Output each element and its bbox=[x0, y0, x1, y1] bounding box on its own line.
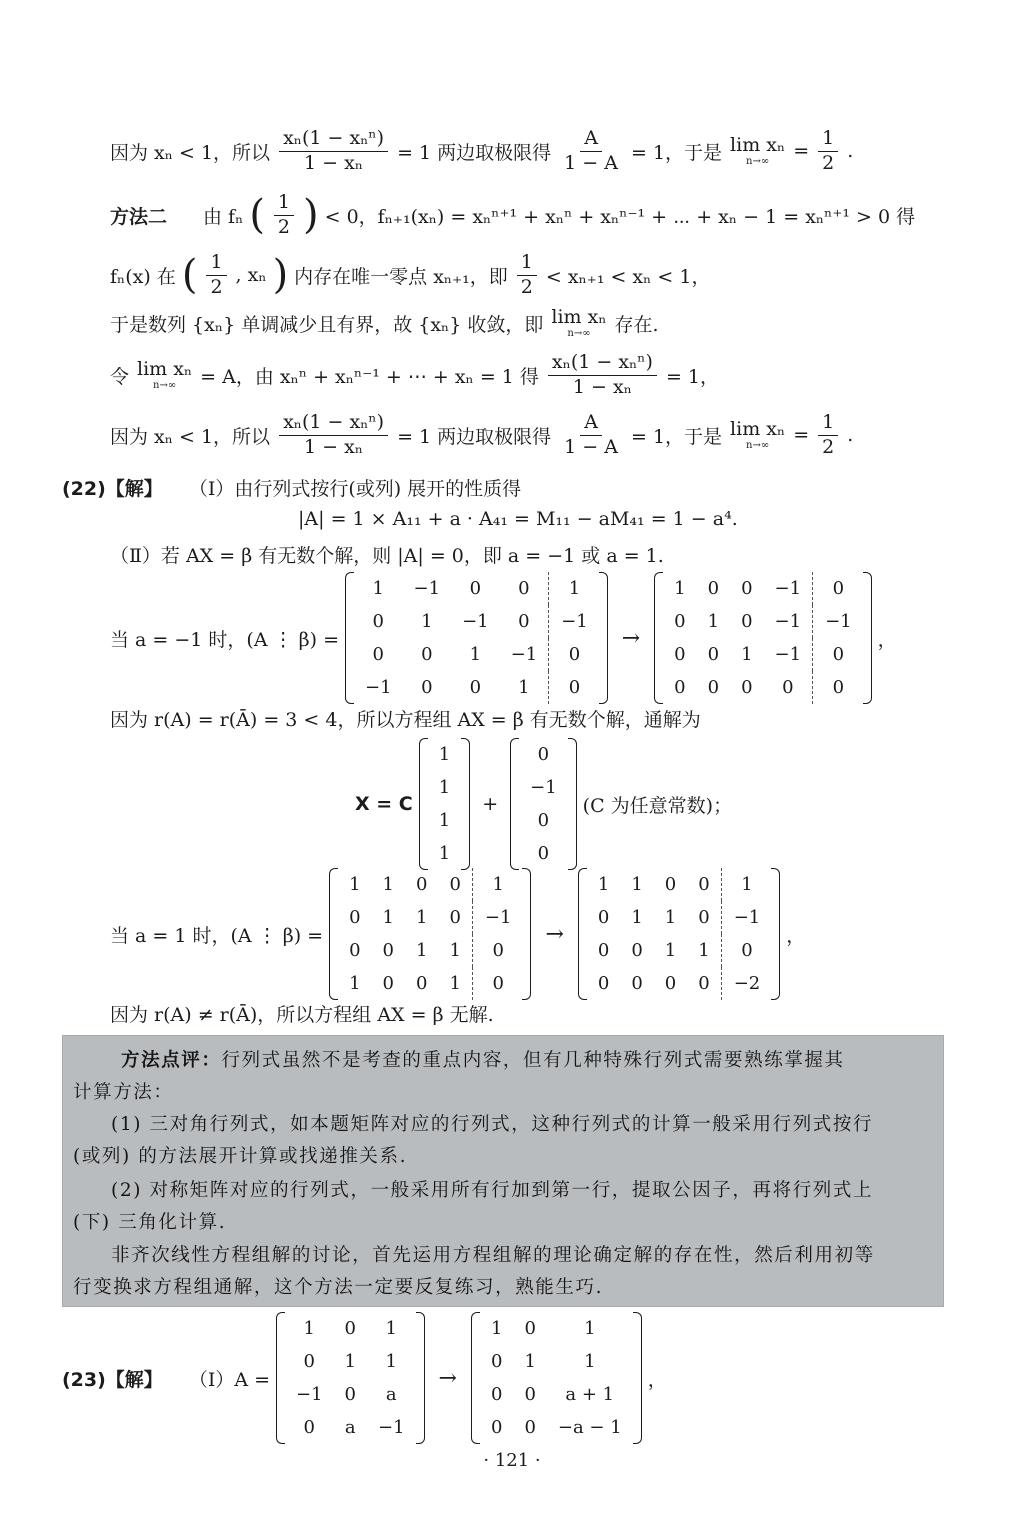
q23-label: (23)【解】 bbox=[62, 1368, 163, 1391]
matrix-cell: 1 bbox=[490, 1318, 503, 1339]
matrix-row bbox=[663, 605, 862, 638]
text: 于是数列 {xₙ} 单调减少且有界，故 {xₙ} 收敛，即 bbox=[110, 314, 544, 336]
matrix-cell: 0 bbox=[813, 638, 863, 671]
text: = bbox=[793, 140, 810, 163]
matrix-cell: 0 bbox=[421, 644, 433, 665]
matrix-row bbox=[587, 901, 771, 934]
case2-label: 当 a = 1 时，(A ⋮ β) = bbox=[110, 924, 324, 947]
matrix-cell: 0 bbox=[472, 934, 522, 967]
matrix-cell: 0 bbox=[549, 671, 599, 704]
matrix-cell: 1 bbox=[438, 810, 451, 831]
solution-label: X = C bbox=[355, 793, 413, 815]
matrix-cell: a bbox=[385, 1384, 397, 1405]
matrix-cell: −1 bbox=[378, 1417, 405, 1438]
comment-p4: 非齐次线性方程组解的讨论，首先运用方程组解的理论确定解的存在性，然后利用初等 bbox=[111, 1245, 875, 1266]
matrix-row bbox=[587, 934, 771, 967]
vector-1 bbox=[419, 738, 470, 870]
matrix-cell: 0 bbox=[469, 578, 482, 599]
limit: lim xₙ n→∞ bbox=[730, 417, 786, 451]
q22-part1: （Ⅰ）由行列式按行(或列) 展开的性质得 bbox=[188, 478, 522, 500]
text: < xₙ₊₁ < xₙ < 1， bbox=[545, 265, 711, 288]
matrix-cell: 0 bbox=[349, 940, 361, 961]
comma: ， bbox=[647, 1368, 667, 1391]
matrix-cell: −1 bbox=[472, 901, 522, 934]
matrix-cell: 0 bbox=[741, 578, 753, 599]
matrix-cell: 1 bbox=[344, 1351, 356, 1372]
matrix-cell: 0 bbox=[698, 874, 710, 895]
line-monotone bbox=[110, 308, 659, 339]
comma: ， bbox=[877, 628, 897, 651]
matrix-cell: 0 bbox=[707, 677, 720, 698]
matrix-cell: 1 bbox=[382, 907, 394, 928]
line-zero-point bbox=[110, 252, 710, 299]
fraction-xn: $\frac{\text{xₙ(1 − xₙⁿ)}}{\text{1 − xₙ}}$ bbox=[279, 128, 388, 175]
fraction-half: $\frac{1}{2}$ bbox=[206, 252, 226, 299]
matrix-cell: 0 bbox=[597, 907, 610, 928]
text: = bbox=[793, 424, 810, 447]
matrix-1-left bbox=[345, 572, 608, 704]
comment-p3: (2) 对称矩阵对应的行列式，一般采用所有行加到第一行，提取公因子，再将行列式上 bbox=[111, 1180, 874, 1201]
vector-2 bbox=[510, 738, 577, 870]
matrix-cell: 0 bbox=[524, 1318, 536, 1339]
matrix-cell: 0 bbox=[549, 638, 599, 671]
matrix-cell: 0 bbox=[721, 934, 771, 967]
matrix-cell: 0 bbox=[303, 1351, 315, 1372]
matrix-cell: 0 bbox=[537, 810, 550, 831]
fraction-half: $\frac{1}{2}$ bbox=[517, 252, 537, 299]
matrix-cell: 1 bbox=[631, 874, 643, 895]
matrix-cell: 1 bbox=[584, 1351, 596, 1372]
matrix-row bbox=[354, 638, 599, 671]
matrix-cell: 0 bbox=[782, 677, 794, 698]
matrix-cell: 1 bbox=[385, 1318, 397, 1339]
text: 令 bbox=[110, 365, 130, 388]
matrix-row bbox=[354, 605, 599, 638]
matrix-row bbox=[587, 868, 771, 901]
matrix-cell: 0 bbox=[490, 1384, 503, 1405]
matrix-row bbox=[285, 1312, 416, 1345]
matrix-cell: 1 bbox=[584, 1318, 596, 1339]
fraction-xn: $\frac{\text{xₙ(1 − xₙⁿ)}}{\text{1 − xₙ}}$ bbox=[548, 352, 657, 399]
matrix-row bbox=[285, 1411, 416, 1444]
matrix-cell: 1 bbox=[382, 874, 394, 895]
matrix-cell: 0 bbox=[344, 1318, 356, 1339]
matrix-cell: 0 bbox=[741, 677, 753, 698]
matrix-row bbox=[480, 1378, 633, 1411]
matrix-cell: −1 bbox=[774, 644, 802, 665]
matrix-row bbox=[519, 804, 568, 837]
matrix-cell: 1 bbox=[664, 940, 677, 961]
matrix-cell: −1 bbox=[549, 605, 599, 638]
matrix-cell: 0 bbox=[415, 973, 428, 994]
matrix-cell: 0 bbox=[415, 874, 428, 895]
comma: ， bbox=[786, 924, 806, 947]
interval-end: , xₙ bbox=[235, 264, 267, 287]
matrix-row bbox=[480, 1312, 633, 1345]
matrix-cell: 1 bbox=[449, 973, 461, 994]
paren-close: ) bbox=[303, 192, 319, 239]
plus: + bbox=[482, 793, 499, 815]
matrix-row bbox=[354, 671, 599, 704]
comment-p2b: (或列) 的方法展开计算或找递推关系. bbox=[73, 1146, 408, 1167]
matrix-cell: −1 bbox=[296, 1384, 323, 1405]
matrix-cell: 0 bbox=[303, 1417, 315, 1438]
matrix-cell: 1 bbox=[385, 1351, 397, 1372]
matrix-cell: −1 bbox=[721, 901, 771, 934]
matrix-row bbox=[663, 572, 862, 605]
text: 内存在唯一零点 xₙ₊₁，即 bbox=[294, 265, 508, 288]
matrix-row bbox=[480, 1345, 633, 1378]
matrix-cell: 1 bbox=[664, 907, 677, 928]
matrix-cell: −a − 1 bbox=[557, 1417, 622, 1438]
period: . bbox=[847, 424, 854, 447]
matrix-1-right bbox=[654, 572, 871, 704]
matrix-cell: 0 bbox=[472, 967, 522, 1000]
paren-open: ( bbox=[181, 252, 198, 299]
text: 存在. bbox=[614, 314, 659, 336]
matrix-cell: 0 bbox=[490, 1417, 503, 1438]
matrix-cell: −1 bbox=[510, 644, 538, 665]
comment-p4b: 行变换求方程组通解，这个方法一定要反复练习，熟能生巧. bbox=[73, 1277, 604, 1298]
matrix-cell: 0 bbox=[698, 907, 710, 928]
matrix-cell: 0 bbox=[421, 677, 433, 698]
matrix-cell: 1 bbox=[421, 611, 433, 632]
matrix-row bbox=[428, 804, 461, 837]
solution-tail: (C 为任意常数)； bbox=[582, 794, 733, 817]
line-method2 bbox=[110, 192, 915, 239]
matrix-3-left bbox=[276, 1312, 425, 1444]
matrix-cell: 1 bbox=[472, 868, 522, 901]
fraction-A: $\frac{A}{1 - A}$ bbox=[564, 127, 618, 174]
matrix-cell: 1 bbox=[449, 940, 461, 961]
matrix-cell: −1 bbox=[462, 611, 489, 632]
matrix-row bbox=[338, 967, 522, 1000]
det-formula: |A| = 1 × A₁₁ + a · A₄₁ = M₁₁ − aM₄₁ = 1 − a⁴. bbox=[298, 508, 738, 530]
matrix-cell: 0 bbox=[490, 1351, 503, 1372]
limit: lim xₙ n→∞ bbox=[137, 357, 193, 391]
matrix-row bbox=[428, 771, 461, 804]
matrix-cell: 0 bbox=[707, 644, 720, 665]
matrix-row bbox=[663, 671, 862, 704]
matrix-row bbox=[428, 837, 461, 870]
method-comment-box bbox=[62, 1035, 944, 1307]
matrix-cell: a + 1 bbox=[565, 1384, 615, 1405]
matrix-cell: 1 bbox=[707, 611, 720, 632]
text: = 1，于是 bbox=[630, 141, 723, 164]
page-number: · 121 · bbox=[483, 1450, 541, 1471]
matrix-cell: 1 bbox=[631, 907, 643, 928]
matrix-cell: −1 bbox=[813, 605, 863, 638]
matrix-cell: 1 bbox=[372, 578, 384, 599]
fraction-half: $\frac{1}{2}$ bbox=[818, 128, 838, 175]
matrix-cell: 1 bbox=[674, 578, 686, 599]
matrix-cell: 0 bbox=[449, 874, 461, 895]
text: = 1， bbox=[665, 365, 719, 388]
matrix-row bbox=[354, 572, 599, 605]
q23 bbox=[62, 1312, 667, 1444]
limit: lim xₙ n→∞ bbox=[551, 306, 607, 339]
matrix-cell: −1 bbox=[530, 777, 557, 798]
matrix-cell: 0 bbox=[674, 644, 686, 665]
matrix-2-left bbox=[329, 868, 531, 1000]
matrix-cell: a bbox=[344, 1417, 356, 1438]
matrix-cell: 0 bbox=[813, 572, 863, 605]
matrix-cell: 0 bbox=[524, 1417, 536, 1438]
matrix-cell: −1 bbox=[774, 611, 802, 632]
matrix-cell: 0 bbox=[382, 940, 394, 961]
matrix-row bbox=[338, 901, 522, 934]
matrix-cell: 0 bbox=[449, 907, 461, 928]
limit: lim xₙ n→∞ bbox=[730, 133, 786, 167]
matrix-row bbox=[428, 738, 461, 771]
q22-part2: （Ⅱ）若 AX = β 有无数个解，则 |A| = 0，即 a = −1 或 a = 1. bbox=[110, 545, 664, 567]
matrix-row bbox=[338, 868, 522, 901]
arrow-icon: → bbox=[621, 625, 641, 651]
matrix-cell: 0 bbox=[674, 611, 686, 632]
matrix-cell: 0 bbox=[698, 973, 710, 994]
matrix-cell: −1 bbox=[413, 578, 441, 599]
q22-header bbox=[62, 474, 521, 501]
matrix-cell: 0 bbox=[344, 1384, 356, 1405]
matrix-cell: 0 bbox=[813, 671, 863, 704]
case1-label: 当 a = −1 时，(A ⋮ β) = bbox=[110, 628, 339, 651]
method2-label: 方法二 bbox=[110, 205, 168, 228]
comment-p3b: (下) 三角化计算. bbox=[73, 1212, 227, 1233]
text: 因为 xₙ < 1，所以 bbox=[110, 425, 271, 448]
matrix-cell: 0 bbox=[349, 907, 361, 928]
fraction-xn: $\frac{\text{xₙ(1 − xₙⁿ)}}{\text{1 − xₙ}}$ bbox=[279, 412, 388, 459]
matrix-cell: 1 bbox=[415, 940, 428, 961]
matrix-cell: −1 bbox=[364, 677, 392, 698]
matrix-cell: 0 bbox=[631, 973, 643, 994]
fraction-half: $\frac{1}{2}$ bbox=[818, 412, 838, 459]
rank-not-equal: 因为 r(A) ≠ r(Ā)，所以方程组 AX = β 无解. bbox=[110, 1004, 494, 1026]
rank-equal: 因为 r(A) = r(Ā) = 3 < 4，所以方程组 AX = β 有无数个解，通解为 bbox=[110, 709, 701, 731]
arrow-icon: → bbox=[545, 921, 564, 947]
text: = 1 两边取极限得 bbox=[397, 425, 552, 448]
matrix-cell: 1 bbox=[469, 644, 482, 665]
line-limit-2 bbox=[110, 412, 853, 459]
matrix-cell: 1 bbox=[549, 572, 599, 605]
text: 因为 xₙ < 1，所以 bbox=[110, 141, 271, 164]
matrix-cell: 1 bbox=[349, 973, 361, 994]
matrix-cell: 1 bbox=[698, 940, 710, 961]
matrix-cell: 0 bbox=[518, 611, 530, 632]
matrix-row bbox=[519, 771, 568, 804]
fraction-half: $\frac{1}{2}$ bbox=[274, 192, 294, 239]
period: . bbox=[847, 140, 854, 163]
matrix-cell: 0 bbox=[674, 677, 686, 698]
matrix-cell: 0 bbox=[664, 874, 677, 895]
matrix-row bbox=[519, 738, 568, 771]
text: 由 fₙ bbox=[203, 205, 244, 228]
q22-label: (22)【解】 bbox=[62, 478, 163, 500]
text: = 1，于是 bbox=[630, 425, 723, 448]
comment-p1b: 计算方法： bbox=[73, 1082, 174, 1103]
paren-open: ( bbox=[249, 192, 265, 239]
matrix-cell: 0 bbox=[524, 1384, 536, 1405]
text: fₙ(x) 在 bbox=[110, 265, 176, 288]
matrix-cell: 1 bbox=[524, 1351, 536, 1372]
matrix-cell: 0 bbox=[469, 677, 482, 698]
line-let-limit bbox=[110, 352, 719, 399]
arrow-icon: → bbox=[438, 1365, 457, 1391]
comment-p1: 方法点评：行列式虽然不是考查的重点内容，但有几种特殊行列式需要熟练掌握其 bbox=[121, 1050, 845, 1071]
matrix-row bbox=[519, 837, 568, 870]
matrix-cell: 0 bbox=[537, 843, 550, 864]
text: < 0，fₙ₊₁(xₙ) = xₙⁿ⁺¹ + xₙⁿ + xₙⁿ⁻¹ + ⋯ + xₙ − 1 = xₙⁿ⁺¹ > 0 得 bbox=[324, 205, 916, 228]
matrix-cell: 0 bbox=[372, 644, 384, 665]
fraction-A: $\frac{A}{1 - A}$ bbox=[564, 411, 618, 458]
matrix-cell: −1 bbox=[774, 578, 802, 599]
matrix-cell: 1 bbox=[438, 744, 451, 765]
q23-part1: （Ⅰ）A = bbox=[188, 1368, 270, 1391]
matrix-cell: 1 bbox=[349, 874, 361, 895]
matrix-cell: 1 bbox=[741, 644, 753, 665]
matrix-cell: 0 bbox=[707, 578, 720, 599]
matrix-cell: 0 bbox=[664, 973, 677, 994]
text: = 1 两边取极限得 bbox=[397, 141, 552, 164]
matrix-cell: 0 bbox=[597, 940, 610, 961]
text: = A，由 xₙⁿ + xₙⁿ⁻¹ + ⋯ + xₙ = 1 得 bbox=[200, 365, 539, 388]
case-a-minus-1 bbox=[110, 572, 897, 704]
matrix-cell: 1 bbox=[518, 677, 530, 698]
paren-close: ) bbox=[272, 252, 289, 299]
comment-p2: (1) 三对角行列式，如本题矩阵对应的行列式，这种行列式的计算一般采用行列式按行 bbox=[111, 1114, 874, 1135]
matrix-cell: 0 bbox=[631, 940, 643, 961]
matrix-cell: 0 bbox=[372, 611, 384, 632]
matrix-cell: 1 bbox=[597, 874, 610, 895]
matrix-cell: 1 bbox=[438, 843, 451, 864]
matrix-cell: −2 bbox=[721, 967, 771, 1000]
matrix-cell: 0 bbox=[597, 973, 610, 994]
matrix-row bbox=[285, 1345, 416, 1378]
line-limit-1 bbox=[110, 128, 853, 175]
matrix-row bbox=[338, 934, 522, 967]
matrix-cell: 0 bbox=[382, 973, 394, 994]
matrix-cell: 1 bbox=[721, 868, 771, 901]
matrix-row bbox=[587, 967, 771, 1000]
matrix-row bbox=[285, 1378, 416, 1411]
matrix-2-right bbox=[578, 868, 780, 1000]
matrix-3-right bbox=[471, 1312, 642, 1444]
case-a-1 bbox=[110, 868, 805, 1000]
matrix-cell: 0 bbox=[741, 611, 753, 632]
matrix-row bbox=[663, 638, 862, 671]
matrix-cell: 1 bbox=[303, 1318, 315, 1339]
matrix-cell: 0 bbox=[537, 744, 550, 765]
general-solution bbox=[355, 738, 732, 870]
matrix-cell: 1 bbox=[438, 777, 451, 798]
matrix-cell: 1 bbox=[415, 907, 428, 928]
matrix-row bbox=[480, 1411, 633, 1444]
matrix-cell: 0 bbox=[518, 578, 530, 599]
